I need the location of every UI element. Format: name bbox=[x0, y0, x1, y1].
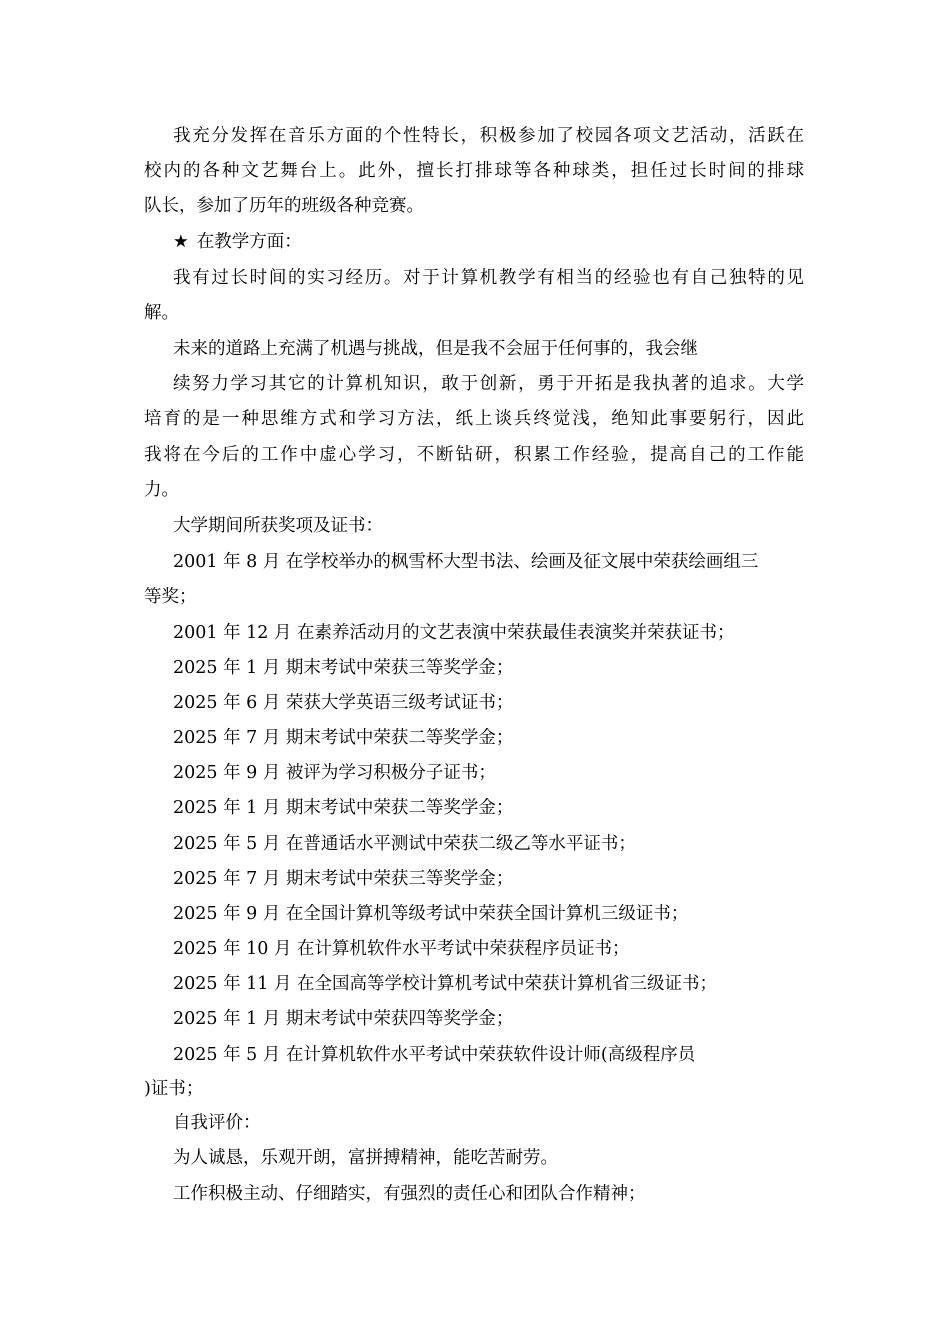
teaching-heading-text: 在教学方面： bbox=[196, 232, 302, 252]
award-item: 2025 年 5 月 在普通话水平测试中荣获二级乙等水平证书； bbox=[173, 834, 636, 854]
paragraph-line: 队长，参加了历年的班级各种竞赛。 bbox=[144, 196, 424, 216]
award-item: 2025 年 9 月 在全国计算机等级考试中荣获全国计算机三级证书； bbox=[173, 904, 689, 924]
paragraph-line: 解。 bbox=[144, 303, 179, 323]
self-evaluation-heading: 自我评价： bbox=[173, 1113, 261, 1133]
award-item: 2001 年 8 月 在学校举办的枫雪杯大型书法、绘画及征文展中荣获绘画组三 bbox=[173, 552, 759, 572]
paragraph-line: 校内的各种文艺舞台上。此外，擅长打排球等各种球类，担任过长时间的排球 bbox=[144, 161, 804, 181]
award-item: 2025 年 10 月 在计算机软件水平考试中荣获程序员证书； bbox=[173, 939, 630, 959]
award-item: 2025 年 7 月 期末考试中荣获二等奖学金； bbox=[173, 728, 514, 748]
award-item: 2025 年 7 月 期末考试中荣获三等奖学金； bbox=[173, 869, 514, 889]
paragraph-line: 我有过长时间的实习经历。对于计算机教学有相当的经验也有自己独特的见 bbox=[173, 268, 804, 288]
award-item: 2025 年 1 月 期末考试中荣获三等奖学金； bbox=[173, 658, 514, 678]
self-evaluation-line: 为人诚恳，乐观开朗，富拼搏精神，能吃苦耐劳。 bbox=[173, 1148, 558, 1168]
award-item: 2025 年 1 月 期末考试中荣获二等奖学金； bbox=[173, 798, 514, 818]
star-icon: ★ bbox=[173, 232, 189, 252]
self-evaluation-line: 工作积极主动、仔细踏实，有强烈的责任心和团队合作精神； bbox=[173, 1184, 646, 1204]
paragraph-line: 未来的道路上充满了机遇与挑战，但是我不会屈于任何事的，我会继 bbox=[173, 339, 698, 359]
paragraph-line: 续努力学习其它的计算机知识，敢于创新，勇于开拓是我执著的追求。大学 bbox=[173, 374, 804, 394]
awards-heading: 大学期间所获奖项及证书： bbox=[173, 516, 383, 536]
award-item: 2025 年 6 月 荣获大学英语三级考试证书； bbox=[173, 693, 514, 713]
award-item: 2025 年 11 月 在全国高等学校计算机考试中荣获计算机省三级证书； bbox=[173, 974, 718, 994]
award-item: 2025 年 9 月 被评为学习积极分子证书； bbox=[173, 763, 496, 783]
paragraph-line: 我充分发挥在音乐方面的个性特长，积极参加了校园各项文艺活动，活跃在 bbox=[173, 126, 804, 146]
paragraph-line: 培育的是一种思维方式和学习方法，纸上谈兵终觉浅，绝知此事要躬行，因此 bbox=[144, 409, 804, 429]
teaching-heading bbox=[0, 230, 950, 254]
award-item-continuation: )证书； bbox=[144, 1079, 204, 1099]
paragraph-line: 力。 bbox=[144, 480, 179, 500]
award-item: 2001 年 12 月 在素养活动月的文艺表演中荣获最佳表演奖并荣获证书； bbox=[173, 623, 735, 643]
award-item: 2025 年 5 月 在计算机软件水平考试中荣获软件设计师(高级程序员 bbox=[173, 1045, 696, 1065]
award-item-continuation: 等奖； bbox=[144, 587, 197, 607]
paragraph-line: 我将在今后的工作中虚心学习，不断钻研，积累工作经验，提高自己的工作能 bbox=[144, 445, 804, 465]
award-item: 2025 年 1 月 期末考试中荣获四等奖学金； bbox=[173, 1009, 514, 1029]
